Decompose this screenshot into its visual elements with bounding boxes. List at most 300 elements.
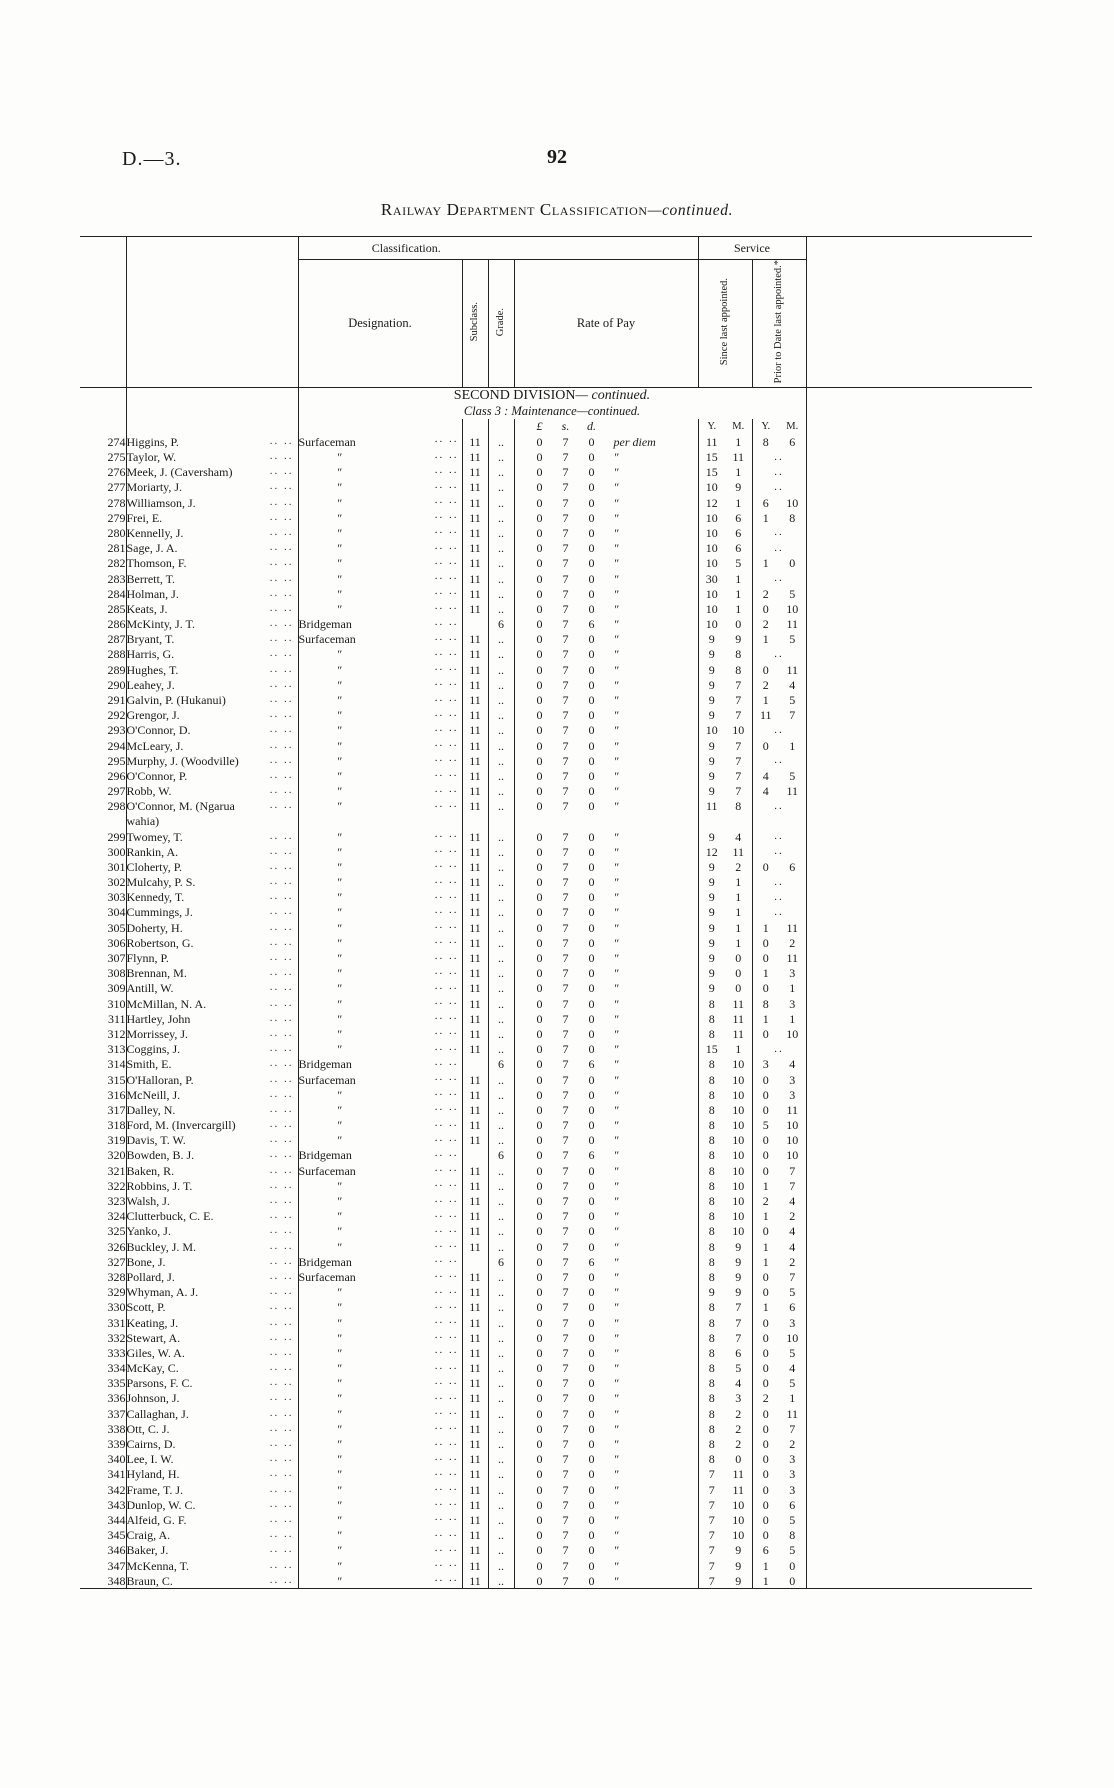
header-remarks-spacer [806, 237, 1032, 388]
rate-grid [515, 1377, 698, 1389]
since-grid [699, 876, 752, 888]
cell-subclass: 11 [462, 996, 488, 1011]
cell-since-last-appointed [698, 1330, 752, 1345]
cell-name [126, 1254, 298, 1269]
cell-since-last-appointed [698, 1315, 752, 1330]
designation-text: ″ [336, 738, 342, 753]
page-title-prefix: Railway Department Classification [380, 200, 648, 219]
since-months: 5 [735, 1361, 742, 1376]
name-text: Ott, C. J. [126, 1421, 170, 1436]
rate-grid [515, 557, 698, 569]
cell-name [126, 617, 298, 632]
pay-pence: 0 [588, 859, 595, 874]
cell-name [126, 632, 298, 647]
pay-pounds: 0 [536, 1528, 543, 1543]
pay-period: ″ [613, 1194, 619, 1209]
cell-name [126, 844, 298, 859]
prior-years: 1 [762, 1573, 769, 1588]
name-leader-dots: .. .. [269, 1558, 294, 1571]
header-subclass-cell [462, 260, 488, 388]
cell-grade: .. [488, 586, 514, 601]
cell-subclass: 11 [462, 571, 488, 586]
cell-designation [298, 1482, 462, 1497]
prior-years: 0 [762, 935, 769, 950]
cell-grade: .. [488, 1452, 514, 1467]
prior-months: 5 [789, 632, 796, 647]
cell-designation [298, 601, 462, 616]
since-months: 1 [735, 890, 742, 905]
pay-shillings: 7 [562, 1269, 569, 1284]
since-grid [699, 982, 752, 994]
prior-grid [753, 1377, 806, 1389]
cell-subclass: 11 [462, 1421, 488, 1436]
name-leader-dots: .. .. [269, 1118, 294, 1131]
name-text: McLeary, J. [126, 738, 184, 753]
cell-since-last-appointed [698, 647, 752, 662]
cls-pad-2 [126, 404, 298, 419]
name-text: Flynn, P. [126, 951, 169, 966]
cell-grade: .. [488, 1376, 514, 1391]
since-months: 4 [735, 1376, 742, 1391]
pay-pence: 0 [588, 541, 595, 556]
prior-grid [753, 952, 806, 964]
cell-since-last-appointed [698, 1057, 752, 1072]
prior-years: 0 [762, 601, 769, 616]
pay-shillings: 7 [562, 662, 569, 677]
designation-text: ″ [336, 1573, 342, 1588]
prior-empty-dots: .. [774, 830, 784, 843]
cell-designation [298, 829, 462, 844]
name-text: Baker, J. [126, 1543, 169, 1558]
table-row [80, 1133, 1032, 1148]
cell-remarks [806, 1497, 1032, 1512]
pay-period: ″ [613, 844, 619, 859]
prior-years: 0 [762, 1437, 769, 1452]
cell-rate-of-pay [514, 1011, 698, 1026]
cell-subclass: 11 [462, 1072, 488, 1087]
table-row [80, 1269, 1032, 1284]
pay-period: ″ [613, 541, 619, 556]
designation-leader-dots: .. .. [434, 721, 459, 734]
cell-prog-no: 293 [107, 723, 126, 738]
pay-period: ″ [613, 450, 619, 465]
prior-empty-dots: .. [774, 480, 784, 493]
name-text: Bowden, B. J. [126, 1148, 195, 1163]
cell-subclass [462, 1057, 488, 1072]
cell-rate-of-pay [514, 966, 698, 981]
cell-prog-no: 335 [107, 1376, 126, 1391]
cell-since-last-appointed [698, 1376, 752, 1391]
prior-years: 0 [762, 1285, 769, 1300]
cell-subclass: 11 [462, 829, 488, 844]
name-text: Thomson, F. [126, 556, 187, 571]
cell-prog-no: 307 [107, 951, 126, 966]
cell-name [126, 890, 298, 905]
table-row [80, 693, 1032, 708]
designation-leader-dots: .. .. [434, 524, 459, 537]
cell-subclass: 11 [462, 1437, 488, 1452]
cell-subclass: 11 [462, 586, 488, 601]
pay-pence: 0 [588, 905, 595, 920]
cell-grade: .. [488, 859, 514, 874]
pay-shillings: 7 [562, 510, 569, 525]
table-row [80, 996, 1032, 1011]
table-head [80, 237, 1032, 388]
cell-rate-of-pay [514, 1437, 698, 1452]
cell-remarks [806, 1315, 1032, 1330]
pay-pounds: 0 [536, 890, 543, 905]
cell-designation [298, 1330, 462, 1345]
name-leader-dots: .. .. [269, 951, 294, 964]
since-years: 7 [708, 1558, 715, 1573]
cell-designation [298, 920, 462, 935]
pay-period: ″ [613, 905, 619, 920]
pay-shillings: 7 [562, 799, 569, 814]
pay-shillings: 7 [562, 738, 569, 753]
pay-pounds: 0 [536, 1178, 543, 1193]
designation-leader-dots: .. .. [434, 630, 459, 643]
pay-period: ″ [613, 1558, 619, 1573]
rate-grid [515, 1544, 698, 1556]
cell-name [126, 708, 298, 723]
cell-name [126, 571, 298, 586]
cell-subclass: 11 [462, 1118, 488, 1133]
cell-rate-of-pay [514, 450, 698, 465]
pay-pence: 0 [588, 571, 595, 586]
table-row [80, 1437, 1032, 1452]
cell-grade: .. [488, 1118, 514, 1133]
pay-period: ″ [613, 1072, 619, 1087]
prior-years: 2 [762, 617, 769, 632]
name-text: Frame, T. J. [126, 1482, 184, 1497]
table-row [80, 541, 1032, 556]
since-years: 10 [705, 723, 718, 738]
cell-prog-no: 310 [107, 996, 126, 1011]
prior-years: 0 [762, 951, 769, 966]
cell-prior-to-date [752, 1087, 806, 1102]
cell-name [126, 1406, 298, 1421]
rate-grid [515, 451, 698, 463]
cell-remarks [806, 951, 1032, 966]
since-years: 9 [708, 693, 715, 708]
since-grid [699, 861, 752, 873]
rate-grid [515, 1165, 698, 1177]
since-grid [699, 952, 752, 964]
table-row [80, 1011, 1032, 1026]
cell-grade: .. [488, 632, 514, 647]
name-leader-dots: .. .. [269, 677, 294, 690]
pay-period: ″ [613, 859, 619, 874]
bottom-rule-cell [462, 1589, 488, 1590]
cell-prior-to-date [752, 434, 806, 449]
cell-rate-of-pay [514, 996, 698, 1011]
pay-shillings: 7 [562, 647, 569, 662]
pay-period: ″ [613, 1406, 619, 1421]
cell-prior-to-date [752, 1467, 806, 1482]
pay-shillings: 7 [562, 1300, 569, 1315]
cell-prog-no: 337 [107, 1406, 126, 1421]
cell-rate-of-pay [514, 890, 698, 905]
pay-pence: 0 [588, 1102, 595, 1117]
cell-since-last-appointed [698, 1528, 752, 1543]
pay-period: ″ [613, 1345, 619, 1360]
cell-prog-no: 276 [107, 465, 126, 480]
cell-prior-to-date [752, 708, 806, 723]
since-grid [699, 664, 752, 676]
name-text: Keats, J. [126, 601, 168, 616]
cell-designation [298, 1315, 462, 1330]
cell-grade: .. [488, 1361, 514, 1376]
prior-grid [753, 1392, 806, 1404]
cell-name [126, 753, 298, 768]
name-text: Frei, E. [126, 510, 163, 525]
cell-subclass: 11 [462, 1239, 488, 1254]
cell-remarks [806, 799, 1032, 814]
cell-designation [298, 1391, 462, 1406]
cell-rate-of-pay [514, 510, 698, 525]
header-group-row [80, 237, 1032, 260]
pay-shillings: 7 [562, 1224, 569, 1239]
prior-years: 1 [762, 1011, 769, 1026]
table-row [80, 556, 1032, 571]
cell-since-last-appointed [698, 1178, 752, 1193]
since-years: 11 [705, 434, 718, 449]
table-row [80, 1497, 1032, 1512]
header-subclass: Subclass. [469, 301, 481, 342]
cell-name [126, 1087, 298, 1102]
since-months: 2 [735, 859, 742, 874]
since-grid [699, 906, 752, 918]
cell-grade: .. [488, 1163, 514, 1178]
cell-name [126, 920, 298, 935]
prior-empty-dots: .. [774, 723, 784, 736]
rate-grid [515, 1529, 698, 1541]
prior-grid [753, 709, 806, 721]
rate-grid [515, 1408, 698, 1420]
prior-grid [753, 785, 806, 797]
cell-since-last-appointed [698, 723, 752, 738]
rate-grid [515, 967, 698, 979]
cell-grade: 6 [488, 1148, 514, 1163]
pay-shillings: 7 [562, 784, 569, 799]
since-grid [699, 1195, 752, 1207]
header-rate-of-pay: Rate of Pay [576, 316, 636, 331]
cell-rate-of-pay [514, 768, 698, 783]
cell-grade: .. [488, 1512, 514, 1527]
cell-since-last-appointed [698, 495, 752, 510]
pay-pounds: 0 [536, 1376, 543, 1391]
prior-empty-dots: .. [774, 465, 784, 478]
prior-years: 1 [762, 1209, 769, 1224]
cell-subclass: 11 [462, 799, 488, 814]
cell-remarks [806, 632, 1032, 647]
cell-rate-of-pay [514, 905, 698, 920]
cell-name [126, 829, 298, 844]
cell-prog-no: 342 [107, 1482, 126, 1497]
prior-empty-dots: .. [774, 526, 784, 539]
cell-name [126, 1163, 298, 1178]
cell-grade: .. [488, 693, 514, 708]
cell-rate-of-pay [514, 495, 698, 510]
pay-period: ″ [613, 784, 619, 799]
cell-since-last-appointed [698, 920, 752, 935]
pay-period: ″ [613, 935, 619, 950]
cell-rate-of-pay [514, 1315, 698, 1330]
table-row [80, 434, 1032, 449]
pay-pence: 0 [588, 1072, 595, 1087]
designation-leader-dots: .. .. [434, 1435, 459, 1448]
cell-remarks [806, 1391, 1032, 1406]
since-grid [699, 527, 752, 539]
table-row [80, 1194, 1032, 1209]
prior-grid [753, 603, 806, 615]
pay-shillings: 7 [562, 981, 569, 996]
rate-grid [515, 1332, 698, 1344]
designation-text: ″ [336, 753, 342, 768]
name-text: Sage, J. A. [126, 541, 178, 556]
table-row [80, 844, 1032, 859]
cell-designation [298, 1148, 462, 1163]
table-row [80, 495, 1032, 510]
since-months: 7 [735, 1315, 742, 1330]
name-leader-dots: .. .. [269, 1512, 294, 1525]
pay-pence: 6 [588, 1254, 595, 1269]
cell-name [126, 875, 298, 890]
table-row [80, 1118, 1032, 1133]
pay-period: ″ [613, 966, 619, 981]
cell-designation [298, 1497, 462, 1512]
pay-pounds: 0 [536, 1300, 543, 1315]
name-text: Twomey, T. [126, 829, 183, 844]
designation-text: ″ [336, 1558, 342, 1573]
pay-pounds: 0 [536, 1345, 543, 1360]
since-grid [699, 1408, 752, 1420]
pay-pounds: 0 [536, 1057, 543, 1072]
since-years: 9 [708, 753, 715, 768]
designation-text: ″ [336, 556, 342, 571]
cell-rate-of-pay [514, 1285, 698, 1300]
cell-name [126, 1300, 298, 1315]
since-grid [699, 1529, 752, 1541]
since-months: 1 [735, 586, 742, 601]
table-row [80, 1421, 1032, 1436]
cell-name [126, 1421, 298, 1436]
designation-text: ″ [336, 1194, 342, 1209]
cell-since-last-appointed [698, 662, 752, 677]
since-months: 10 [732, 1163, 745, 1178]
cell-designation [298, 1042, 462, 1057]
cell-remarks [806, 1361, 1032, 1376]
prior-grid [753, 1499, 806, 1511]
prior-months: 11 [786, 1102, 799, 1117]
prior-years: 0 [762, 1452, 769, 1467]
prior-grid [753, 1210, 806, 1222]
name-text: Giles, W. A. [126, 1345, 185, 1360]
cell-name [126, 1437, 298, 1452]
unit-prior-years: Y. [761, 421, 771, 433]
cell-remarks [806, 1482, 1032, 1497]
name-leader-dots: .. .. [269, 1452, 294, 1465]
since-months: 11 [732, 450, 745, 465]
pay-period: ″ [613, 647, 619, 662]
cell-remarks [806, 1148, 1032, 1163]
since-grid [699, 557, 752, 569]
cell-name [126, 1558, 298, 1573]
prior-months: 7 [789, 708, 796, 723]
name-text: Baken, R. [126, 1163, 175, 1178]
since-months: 0 [735, 981, 742, 996]
table-row [80, 1285, 1032, 1300]
cell-name [126, 1133, 298, 1148]
designation-leader-dots: .. .. [434, 478, 459, 491]
rate-grid [515, 1013, 698, 1025]
name-text: Braun, C. [126, 1573, 173, 1588]
cell-rate-of-pay [514, 723, 698, 738]
pay-shillings: 7 [562, 1497, 569, 1512]
since-grid [699, 1544, 752, 1556]
pay-period: ″ [613, 601, 619, 616]
cell-rate-of-pay [514, 1573, 698, 1589]
pay-period: ″ [613, 996, 619, 1011]
table-row [80, 905, 1032, 920]
name-leader-dots: .. .. [269, 1285, 294, 1298]
pay-shillings: 7 [562, 1452, 569, 1467]
cell-remarks [806, 677, 1032, 692]
cell-since-last-appointed [698, 434, 752, 449]
cell-since-last-appointed [698, 510, 752, 525]
cell-grade: 6 [488, 617, 514, 632]
header-rate-cell [514, 260, 698, 388]
cell-prog-no: 316 [107, 1087, 126, 1102]
cell-rate-of-pay [514, 844, 698, 859]
cell-rate-of-pay [514, 465, 698, 480]
pay-period: ″ [613, 1163, 619, 1178]
cell-grade: .. [488, 1178, 514, 1193]
since-grid [699, 1241, 752, 1253]
prior-empty-dots: .. [774, 845, 784, 858]
cell-remarks [806, 844, 1032, 859]
cell-designation [298, 1057, 462, 1072]
pay-pounds: 0 [536, 905, 543, 920]
since-years: 10 [705, 525, 718, 540]
cell-subclass: 11 [462, 1512, 488, 1527]
cell-prior-to-date [752, 1452, 806, 1467]
cell-name [126, 1072, 298, 1087]
pay-shillings: 7 [562, 495, 569, 510]
cell-since-last-appointed [698, 693, 752, 708]
header-designation-cell [298, 260, 462, 388]
cell-remarks [806, 541, 1032, 556]
cell-since-last-appointed [698, 1391, 752, 1406]
since-months: 1 [735, 434, 742, 449]
prior-grid [753, 1104, 806, 1116]
cell-designation [298, 495, 462, 510]
cell-name [126, 495, 298, 510]
name-leader-dots: .. .. [269, 1042, 294, 1055]
prior-grid [753, 1058, 806, 1070]
designation-leader-dots: .. .. [434, 1405, 459, 1418]
prior-years: 2 [762, 586, 769, 601]
pay-shillings: 7 [562, 1512, 569, 1527]
prior-years: 1 [762, 966, 769, 981]
cell-designation [298, 693, 462, 708]
cell-rate-of-pay [514, 1391, 698, 1406]
prior-empty-dots: .. [774, 541, 784, 554]
table-row [80, 1254, 1032, 1269]
cont-blank-cell [298, 814, 462, 829]
cell-since-last-appointed [698, 966, 752, 981]
prior-months: 0 [789, 556, 796, 571]
